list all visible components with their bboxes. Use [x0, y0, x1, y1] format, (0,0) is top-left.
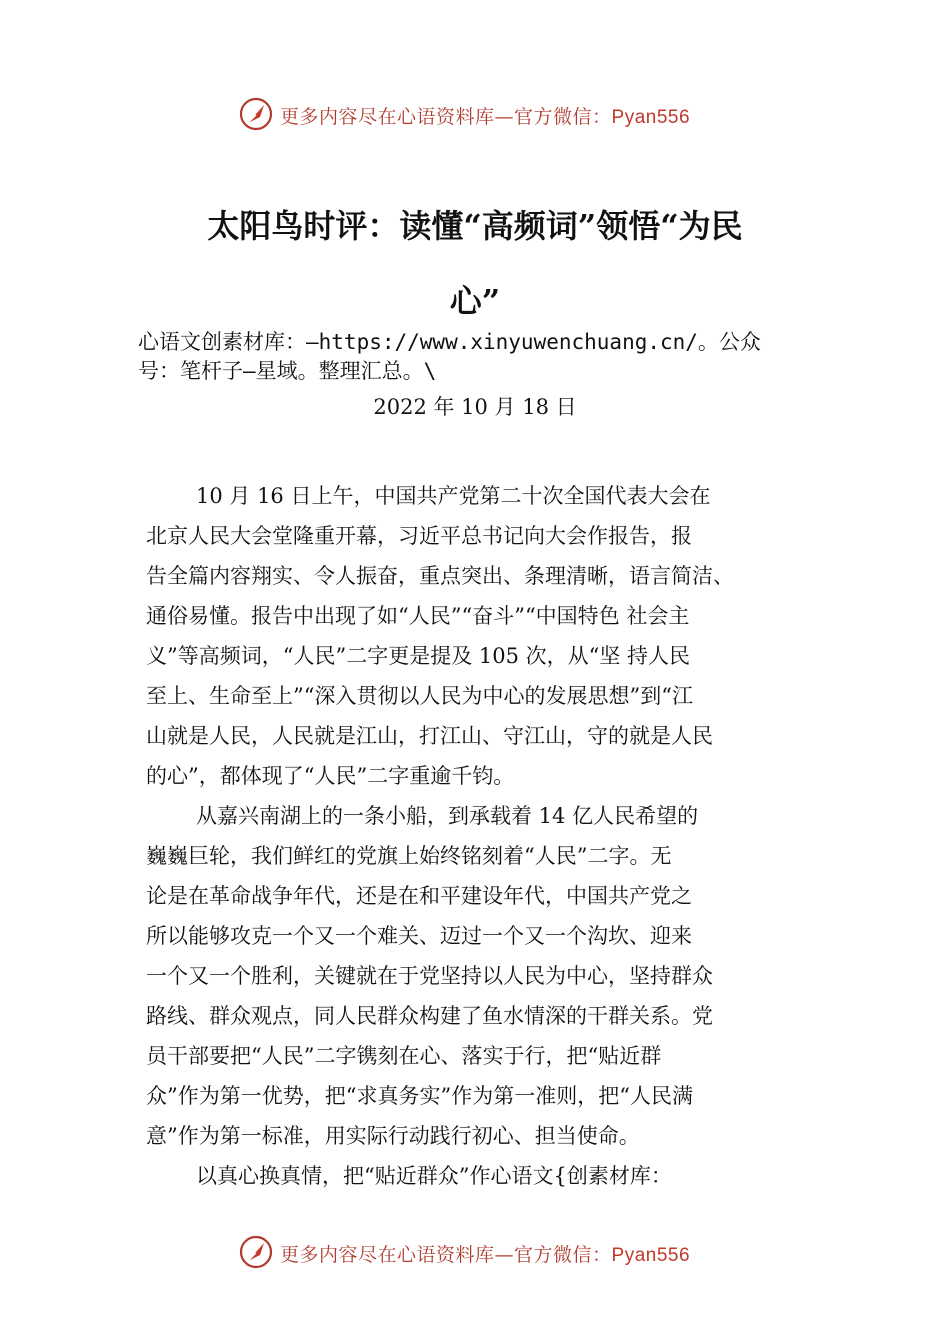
feather-pen-logo-icon: [238, 96, 274, 132]
watermark-account: Pyan556: [611, 1245, 691, 1266]
body-line: 论是在革命战争年代，还是在和平建设年代，中国共产党之: [146, 884, 692, 908]
body-line: 以真心换真情，把“贴近群众”作心语文{创素材库：: [196, 1164, 672, 1188]
body-line: 义”等高频词，“人民”二字更是提及 105 次，从“坚 持人民: [146, 644, 691, 668]
body-line: 意”作为第一标准，用实际行动践行初心、担当使命。: [146, 1124, 640, 1148]
feather-pen-logo-icon: [238, 1234, 274, 1270]
source-meta-line-1: 心语文创素材库：—https://www.xinyuwenchuang.cn/。公众: [138, 330, 761, 354]
body-line: 通俗易懂。报告中出现了如“人民”“奋斗”“中国特色 社会主: [146, 604, 690, 628]
body-line: 至上、生命至上”“深入贯彻以人民为中心的发展思想”到“江: [146, 684, 693, 708]
watermark-text: 更多内容尽在心语资料库—官方微信：Pyan556: [280, 1244, 691, 1266]
watermark-account: Pyan556: [611, 107, 691, 128]
watermark-text: 更多内容尽在心语资料库—官方微信：Pyan556: [280, 106, 691, 128]
watermark-banner-top: [0, 94, 950, 134]
source-meta-line-2: 号：笔杆子—星域。整理汇总。\: [138, 359, 437, 383]
document-date: 2022 年 10 月 18 日: [373, 395, 577, 419]
body-line: 10 月 16 日上午，中国共产党第二十次全国代表大会在: [196, 484, 711, 508]
document-title-line-2: 心”: [449, 282, 501, 320]
body-line: 众”作为第一优势，把“求真务实”作为第一准则，把“人民满: [146, 1084, 693, 1108]
body-line: 员干部要把“人民”二字镌刻在心、落实于行，把“贴近群: [146, 1044, 662, 1068]
body-line: 巍巍巨轮，我们鲜红的党旗上始终铭刻着“人民”二字。无: [146, 844, 672, 868]
body-line: 路线、群众观点，同人民群众构建了鱼水情深的干群关系。党: [146, 1004, 713, 1028]
body-line: 所以能够攻克一个又一个难关、迈过一个又一个沟坎、迎来: [146, 924, 692, 948]
body-line: 从嘉兴南湖上的一条小船，到承载着 14 亿人民希望的: [196, 804, 699, 828]
body-line: 的心”，都体现了“人民”二字重逾千钧。: [146, 764, 515, 788]
watermark-banner-bottom: [0, 1232, 950, 1272]
document-title-line-1: 太阳鸟时评：读懂“高频词”领悟“为民: [207, 207, 743, 245]
body-line: 一个又一个胜利，关键就在于党坚持以人民为中心，坚持群众: [146, 964, 713, 988]
body-line: 告全篇内容翔实、令人振奋，重点突出、条理清晰，语言简洁、: [146, 564, 734, 588]
body-line: 山就是人民，人民就是江山，打江山、守江山，守的就是人民: [146, 724, 713, 748]
body-line: 北京人民大会堂隆重开幕，习近平总书记向大会作报告，报: [146, 524, 692, 548]
